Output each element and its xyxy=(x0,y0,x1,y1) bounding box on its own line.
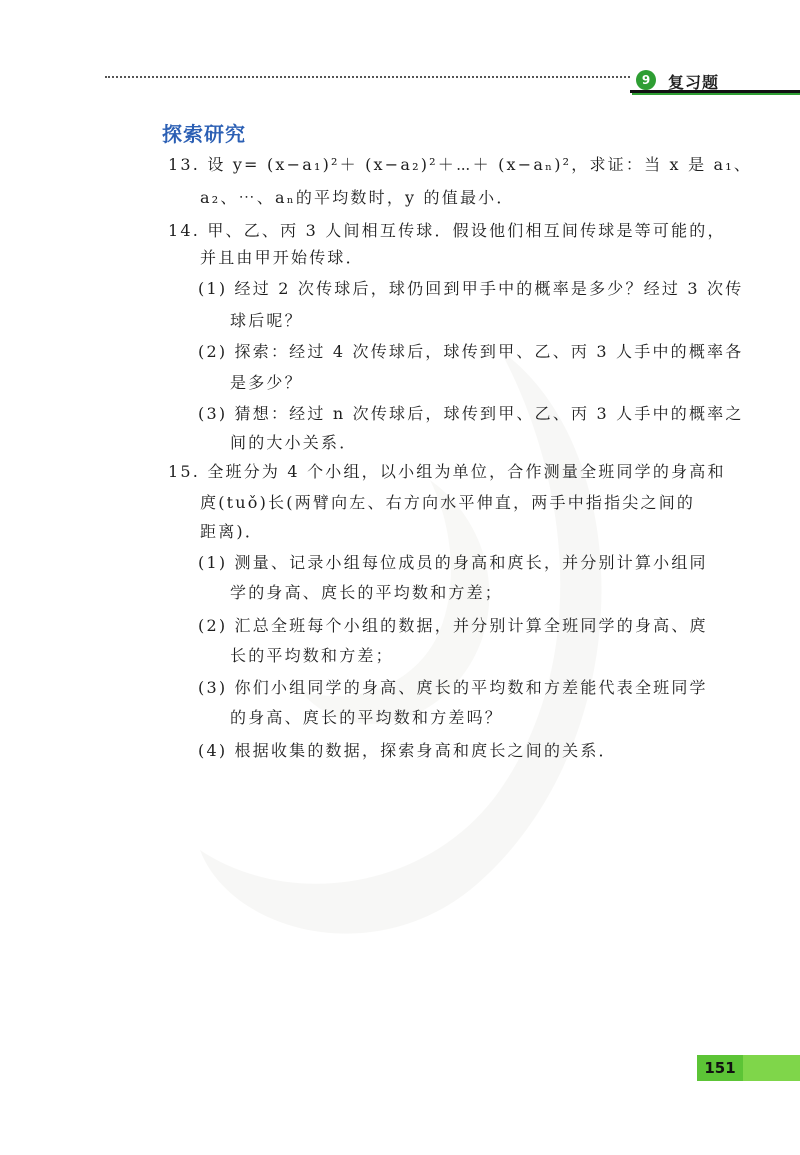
section-title: 探索研究 xyxy=(162,122,246,146)
problem-14-line-2: 并且由甲开始传球． xyxy=(200,248,364,267)
problem-14-q1-line-1: (1) 经过 2 次传球后，球仍回到甲手中的概率是多少？经过 3 次传 xyxy=(198,279,744,298)
problem-14-q3-line-2: 间的大小关系． xyxy=(230,433,358,452)
problem-15-q2-line-2: 长的平均数和方差； xyxy=(230,646,394,665)
problem-14-q2-line-2: 是多少？ xyxy=(230,373,303,392)
problem-15-q3-line-2: 的身高、庹长的平均数和方差吗？ xyxy=(230,708,504,727)
problem-15-line-2: 庹(tuǒ)长(两臂向左、右方向水平伸直，两手中指指尖之间的 xyxy=(200,493,696,512)
chapter-title: 复习题 xyxy=(668,73,720,92)
problem-15-q2-line-1: (2) 汇总全班每个小组的数据，并分别计算全班同学的身高、庹 xyxy=(198,616,708,635)
problem-14-line-1: 14. 甲、乙、丙 3 人间相互传球．假设他们相互间传球是等可能的， xyxy=(168,221,726,240)
problem-14-q2-line-1: (2) 探索：经过 4 次传球后，球传到甲、乙、丙 3 人手中的概率各 xyxy=(198,342,744,361)
problem-15-q3-line-1: (3) 你们小组同学的身高、庹长的平均数和方差能代表全班同学 xyxy=(198,678,708,697)
problem-15-line-3: 距离)． xyxy=(200,522,264,541)
chapter-number-badge: 9 xyxy=(636,70,656,90)
problem-15-line-1: 15. 全班分为 4 个小组，以小组为单位，合作测量全班同学的身高和 xyxy=(168,462,726,481)
problem-15-q1-line-2: 学的身高、庹长的平均数和方差； xyxy=(230,583,504,602)
problem-13-line-2: a₂、⋯、aₙ的平均数时，y 的值最小． xyxy=(200,188,515,207)
problem-13-line-1: 13. 设 y= (x−a₁)²＋ (x−a₂)²＋⋯＋ (x−aₙ)²，求证：当 x 是 a₁、 xyxy=(168,155,753,174)
problem-15-q1-line-1: (1) 测量、记录小组每位成员的身高和庹长，并分别计算小组同 xyxy=(198,553,708,572)
page-number: 151 xyxy=(704,1059,736,1077)
header-accent-rule xyxy=(632,93,800,95)
problem-15-q4-line-1: (4) 根据收集的数据，探索身高和庹长之间的关系． xyxy=(198,741,617,760)
problem-14-q3-line-1: (3) 猜想：经过 n 次传球后，球传到甲、乙、丙 3 人手中的概率之 xyxy=(198,404,744,423)
problem-14-q1-line-2: 球后呢？ xyxy=(230,311,303,330)
header-dotted-rule xyxy=(105,76,630,78)
